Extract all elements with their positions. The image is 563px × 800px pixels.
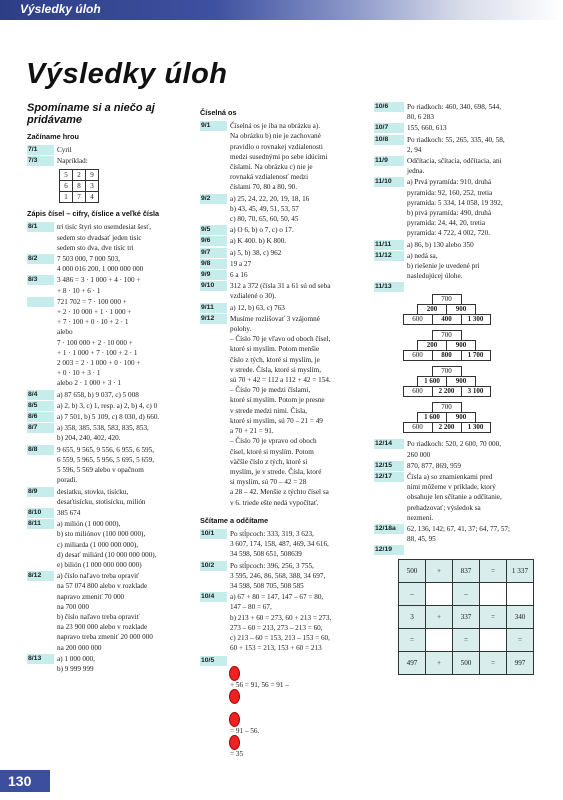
answer-row xyxy=(374,282,539,292)
answer-label: 8/13 xyxy=(27,654,54,664)
table-cell: 3 xyxy=(399,606,426,629)
subsection-title: Sčítame a odčítame xyxy=(200,515,269,525)
table-cell: 340 xyxy=(507,606,534,629)
pyramid-cell: 700 xyxy=(432,294,462,305)
answer-text: 19 a 27 xyxy=(230,259,252,268)
answer-row xyxy=(27,390,189,400)
table-cell xyxy=(426,629,453,652)
answer-label: 8/11 xyxy=(27,519,54,529)
answer-label: 8/1 xyxy=(27,222,54,232)
answer-label: 10/6 xyxy=(374,102,404,112)
answer-row xyxy=(374,472,539,523)
answer-row xyxy=(200,592,362,653)
table-cell: = xyxy=(480,652,507,675)
answer-label: 8/8 xyxy=(27,445,54,455)
grid-cell: 3 xyxy=(86,180,99,191)
answer-text: 721 702 = 7 · 100 000 + + 2 · 10 000 + 1 · 1 000 + + 7 · 100 + 0 · 10 + 2 · 1 alebo 7 · 100 000 + 2 · 10 000 + + 1 · 1 000 + 7 · 100 + 2 · 1 2 003 = 2 · 1 000 + 0 · 100 + + 0 · 10 + 3 · 1 alebo 2 · 1 000 + 3 · 1 xyxy=(57,297,141,388)
answer-text: a) 1 000 000, b) 9 999 999 xyxy=(57,654,95,673)
subsection-title: Zápis čísel – cifry, číslice a veľké čísla xyxy=(27,209,160,219)
table-cell: 337 xyxy=(453,606,480,629)
answer-label: 11/9 xyxy=(374,156,404,166)
answer-text: a) 5, b) 38, c) 962 xyxy=(230,248,282,257)
pyramid-cell: 600 xyxy=(403,314,433,325)
answer-text: a) číslo naľavo treba opraviť na 57 074 800 alebo v rozklade napravo zmeniť 70 000 na 700 000 b) číslo naľavo treba opraviť na 23 900 000 alebo v rozklade napravo treba zmeniť 20 000 000 na 200 000 000 xyxy=(57,572,153,652)
table-cell: + xyxy=(426,606,453,629)
answer-row xyxy=(27,156,189,166)
number-pyramid xyxy=(402,403,492,433)
table-cell: = xyxy=(480,560,507,583)
red-oval-icon xyxy=(230,736,239,749)
answer-text: 6 a 16 xyxy=(230,271,248,280)
answer-label: 9/12 xyxy=(200,314,227,324)
column-2 xyxy=(200,102,362,760)
table-cell: + xyxy=(426,652,453,675)
table-cell xyxy=(480,583,507,606)
answer-row xyxy=(200,561,362,592)
answer-text: Číselná os je iba na obrázku a). Na obrázku b) nie je zachované pravidlo o rovnakej vzdialenosti medzi susednými po sebe idúcimi číslami. Na obrázku c) nie je rovnaká vzdialenosť medzi číslami 70, 80 a 80, 90. xyxy=(230,122,328,192)
answer-label: 8/12 xyxy=(27,571,54,581)
number-grid xyxy=(59,169,99,204)
answer-row xyxy=(200,248,362,258)
answer-row xyxy=(27,254,189,274)
answer-text xyxy=(407,545,539,555)
pyramid-cell: 700 xyxy=(432,402,462,413)
answer-text: 385 674 xyxy=(57,508,81,517)
pyramid-cell: 1 700 xyxy=(461,350,491,361)
answer-label: 11/12 xyxy=(374,251,404,261)
pyramid-cell: 700 xyxy=(432,366,462,377)
answer-row xyxy=(374,251,539,282)
table-cell: = xyxy=(399,629,426,652)
pyramid-cell: 200 xyxy=(417,340,447,351)
answer-row xyxy=(200,656,362,759)
answer-row xyxy=(374,439,539,459)
answer-row xyxy=(27,487,189,507)
table-cell: 497 xyxy=(399,652,426,675)
answer-row xyxy=(200,303,362,313)
answer-text: a) 25, 24, 22, 20, 19, 18, 16 b) 43, 45, 49, 51, 53, 57 c) 80, 70, 65, 60, 50, 45 xyxy=(230,194,310,224)
number-pyramid xyxy=(402,331,492,361)
answer-text: Odčítacia, sčítacia, odčítacia, ani jedna. xyxy=(407,157,502,176)
answer-label: 8/4 xyxy=(27,390,54,400)
grid-cell: 6 xyxy=(60,180,73,191)
table-cell xyxy=(426,583,453,606)
grid-cell: 4 xyxy=(86,192,99,203)
answer-row xyxy=(27,401,189,411)
answer-text: desiatku, stovku, tisícku, desaťtisícku, stotisícku, milión xyxy=(57,487,146,506)
answer-label: 9/6 xyxy=(200,236,227,246)
grid-cell: 5 xyxy=(60,169,73,180)
answer-text: Čísla a) so znamienkami pred nimi môžeme v príklade, ktorý obsahuje len sčítanie a odčítanie, prehadzovať; výsledok sa nezmení. xyxy=(407,473,502,522)
pyramid-cell: 2 200 xyxy=(432,386,462,397)
header-band xyxy=(0,0,563,20)
pyramid-cell: 900 xyxy=(446,412,476,423)
answer-row xyxy=(200,270,362,280)
answer-label: 9/9 xyxy=(200,270,227,280)
section-title: Spomíname si a niečo aj pridávame xyxy=(27,102,155,126)
answer-text: a) 87 658, b) 9 037, c) 5 008 xyxy=(57,390,139,399)
column-1 xyxy=(27,102,189,675)
answer-text: Po riadkoch: 520, 2 600, 70 000, 260 000 xyxy=(407,440,502,459)
answer-label: 8/9 xyxy=(27,487,54,497)
answer-text: a) K 400. b) K 800. xyxy=(230,237,287,246)
answer-text xyxy=(407,282,539,292)
answer-row xyxy=(27,275,189,295)
pyramid-cell: 1 600 xyxy=(417,376,447,387)
table-cell: 997 xyxy=(507,652,534,675)
eq-line-2b: = 35 xyxy=(230,750,244,759)
answer-label: 9/2 xyxy=(200,194,227,204)
answer-label xyxy=(27,297,54,307)
answer-row xyxy=(200,236,362,246)
pyramid-cell: 600 xyxy=(403,350,433,361)
answer-text: tri tisíc štyri sto osemdesiat šesť, sedem sto dvadsať jeden tisíc sedem sto dva, dve tisíc tri xyxy=(57,223,152,252)
answer-text: 62, 136, 142; 67, 41, 37; 64, 77, 57; 88, 45, 95 xyxy=(407,525,511,544)
answer-label: 8/7 xyxy=(27,423,54,433)
answer-text: a) 67 + 80 = 147, 147 – 67 = 80, 147 – 80 = 67, b) 213 + 60 = 273, 60 + 213 = 273, 273 – 60 = 213, 273 – 213 = 60, c) 213 – 60 = 153, 213 – 153 = 60, 60 + 153 = 213, 153 + 60 = 213 xyxy=(230,593,332,653)
pyramid-cell: 900 xyxy=(446,304,476,315)
answer-row xyxy=(200,259,362,269)
answer-row xyxy=(27,519,189,570)
answer-text: a) 358, 385, 538, 583, 835, 853, b) 204, 240, 402, 420. xyxy=(57,424,149,443)
answer-label: 9/5 xyxy=(200,225,227,235)
answer-label: 8/3 xyxy=(27,275,54,285)
answer-text: a) 86, b) 130 alebo 350 xyxy=(407,240,474,249)
answer-row xyxy=(200,225,362,235)
answer-label: 11/13 xyxy=(374,282,404,292)
header-band-title: Výsledky úloh xyxy=(20,2,101,16)
pyramid-cell: 600 xyxy=(403,386,433,397)
answer-label: 10/5 xyxy=(200,656,227,666)
answer-label: 11/11 xyxy=(374,240,404,250)
answer-text: 155, 660, 613 xyxy=(407,124,447,133)
subsection-title: Číselná os xyxy=(200,108,237,117)
answer-label: 9/10 xyxy=(200,281,227,291)
answer-row xyxy=(27,508,189,518)
pyramid-cell: 1 300 xyxy=(461,422,491,433)
answer-text: Po stĺpcoch: 396, 256, 3 755, 3 595, 246, 86, 568, 388, 34 697, 34 598, 508 705, 508 585 xyxy=(230,561,326,590)
answer-text xyxy=(230,656,362,759)
pyramid-cell: 200 xyxy=(417,304,447,315)
answer-text: 3 486 = 3 · 1 000 + 4 · 100 + + 8 · 10 + 6 · 1 xyxy=(57,276,141,295)
answer-row xyxy=(27,412,189,422)
answer-text: 9 655, 9 565, 9 556, 6 955, 6 595, 6 559, 5 965, 5 956, 5 695, 5 659, 5 596, 5 569 alebo v opačnom poradí. xyxy=(57,445,155,485)
answer-label: 8/10 xyxy=(27,508,54,518)
pyramid-cell: 700 xyxy=(432,330,462,341)
answer-row xyxy=(27,571,189,653)
answer-label: 9/7 xyxy=(200,248,227,258)
answer-row xyxy=(200,121,362,192)
answer-label: 10/2 xyxy=(200,561,227,571)
answer-row xyxy=(374,524,539,544)
pyramid-cell: 800 xyxy=(432,350,462,361)
answer-row xyxy=(374,156,539,176)
answer-label: 7/1 xyxy=(27,145,54,155)
page-title: Výsledky úloh xyxy=(26,58,228,90)
answer-row xyxy=(374,240,539,250)
answer-text: 870, 877, 869, 959 xyxy=(407,461,461,470)
answer-row xyxy=(27,445,189,486)
table-cell: 837 xyxy=(453,560,480,583)
table-cell: – xyxy=(453,583,480,606)
table-cell: + xyxy=(426,560,453,583)
answer-text: a) 2, b) 3, c) 1, resp. a) 2, b) 4, c) 0 xyxy=(57,401,158,410)
answer-text: Cyril xyxy=(57,146,72,155)
answer-label: 12/14 xyxy=(374,439,404,449)
answer-row xyxy=(27,423,189,443)
answer-row xyxy=(374,102,539,122)
answer-label: 9/8 xyxy=(200,259,227,269)
pyramid-cell: 2 200 xyxy=(432,422,462,433)
answer-row xyxy=(374,545,539,555)
answer-text: Po riadkoch: 460, 340, 698, 544, 80, 6 283 xyxy=(407,103,502,122)
grid-cell: 8 xyxy=(73,180,86,191)
pyramid-cell: 1 300 xyxy=(461,314,491,325)
answer-label: 10/1 xyxy=(200,529,227,539)
answer-row xyxy=(27,297,189,389)
answer-text: Musíme rozlišovať 3 vzájomné polohy. – Číslo 70 je vľavo od oboch čísel, ktoré si myslím. Potom menšie číslo z tých, ktoré si myslím, je v strede. Čísla, ktoré si myslím, sú 70 + 42 = 112 a 112 + 42 = 154. – Číslo 70 je medzi číslami, ktoré si myslím. Potom je presne v strede medzi nimi. Čísla, ktoré si myslím, sú 70 – 21 = 49 a 70 + 21 = 91. – Číslo 70 je vpravo od oboch čísel, ktoré si myslím. Potom väčšie číslo z tých, ktoré si myslím, je v strede. Čísla, ktoré si myslím, sú 70 – 42 = 28 a 28 – 42. Menšie z týchto čísel sa v 6. triede ešte nedá vypočítať. xyxy=(230,314,331,507)
table-cell: = xyxy=(507,629,534,652)
answer-text: a) 12, b) 63, c) 763 xyxy=(230,303,285,312)
answer-row xyxy=(374,135,539,155)
grid-cell: 1 xyxy=(60,192,73,203)
answer-text: 312 a 372 (čísla 31 a 61 sú od seba vzdialené o 30). xyxy=(230,282,331,301)
eq-line-2a: = 91 – 56. xyxy=(230,726,260,735)
grid-cell: 9 xyxy=(86,169,99,180)
answer-label: 7/3 xyxy=(27,156,54,166)
table-cell: = xyxy=(480,606,507,629)
red-oval-icon xyxy=(230,667,239,680)
pyramid-cell: 900 xyxy=(446,340,476,351)
table-cell: = xyxy=(453,629,480,652)
answer-table xyxy=(398,559,534,675)
number-pyramid xyxy=(402,295,492,325)
pyramid-cell: 600 xyxy=(403,422,433,433)
pyramid-cell: 3 100 xyxy=(461,386,491,397)
answer-row xyxy=(374,461,539,471)
table-cell xyxy=(507,583,534,606)
table-cell: – xyxy=(399,583,426,606)
answer-label: 12/18a xyxy=(374,524,404,534)
answer-text: a) nedá sa, b) riešenie je uvedené pri nasledujúcej úlohe. xyxy=(407,251,480,281)
answer-label: 11/10 xyxy=(374,177,404,187)
answer-row xyxy=(200,314,362,508)
column-3 xyxy=(374,102,539,675)
answer-row xyxy=(200,529,362,560)
table-cell: 500 xyxy=(453,652,480,675)
answer-label: 12/15 xyxy=(374,461,404,471)
answer-text: 7 503 000, 7 000 503, 4 000 016 200, 1 000 000 000 xyxy=(57,255,144,274)
answer-row xyxy=(27,145,189,155)
answer-label: 10/7 xyxy=(374,123,404,133)
answer-text: Po stĺpcoch: 333, 319, 3 623, 3 607, 174, 158, 487, 469, 34 616, 34 598, 508 651, 508639 xyxy=(230,529,329,559)
answer-row xyxy=(27,654,189,674)
answer-text: a) O 6, b) o 7, c) o 17. xyxy=(230,226,294,235)
answer-text: a) milión (1 000 000), b) sto miliónov (100 000 000), c) miliarda (1 000 000 000), d) desať miliárd (10 000 000 000), e) bilión (1 000 000 000 000) xyxy=(57,520,157,569)
red-oval-icon xyxy=(230,690,239,703)
answer-label: 12/17 xyxy=(374,472,404,482)
table-cell xyxy=(480,629,507,652)
answer-label: 10/8 xyxy=(374,135,404,145)
pyramid-cell: 900 xyxy=(446,376,476,387)
page-number: 130 xyxy=(0,770,50,792)
number-pyramid xyxy=(402,367,492,397)
answer-row xyxy=(374,177,539,238)
answer-label: 9/1 xyxy=(200,121,227,131)
answer-row xyxy=(200,281,362,301)
red-oval-icon xyxy=(230,713,239,726)
pyramid-cell: 1 600 xyxy=(417,412,447,423)
answer-label: 8/2 xyxy=(27,254,54,264)
answer-label: 8/6 xyxy=(27,412,54,422)
grid-cell: 2 xyxy=(73,169,86,180)
answer-row xyxy=(27,222,189,253)
table-cell: 1 337 xyxy=(507,560,534,583)
answer-label: 12/19 xyxy=(374,545,404,555)
grid-cell: 7 xyxy=(73,192,86,203)
answer-row xyxy=(200,194,362,225)
answer-text: a) Prvá pyramída: 910, druhá pyramída: 92, 160, 252, tretia pyramída: 5 334, 14 058, 19 392, b) prvá pyramída: 490, druhá pyramída: 24, 44, 20, tretia pyramída: 4 722, 4 002, 720. xyxy=(407,178,503,238)
pyramid-cell: 400 xyxy=(432,314,462,325)
answer-text: Po riadkoch: 55, 265, 335, 40, 58, 2, 94 xyxy=(407,135,505,154)
answer-label: 10/4 xyxy=(200,592,227,602)
subsection-title: Začíname hrou xyxy=(27,132,79,141)
table-cell: 500 xyxy=(399,560,426,583)
answer-text: Napríklad: xyxy=(57,157,88,166)
eq-line-1: + 56 = 91, 56 = 91 – xyxy=(230,680,289,689)
answer-label: 9/11 xyxy=(200,303,227,313)
answer-label: 8/5 xyxy=(27,401,54,411)
answer-text: a) 7 501, b) 5 109, c) 8 030, d) 660. xyxy=(57,413,160,422)
answer-row xyxy=(374,123,539,133)
